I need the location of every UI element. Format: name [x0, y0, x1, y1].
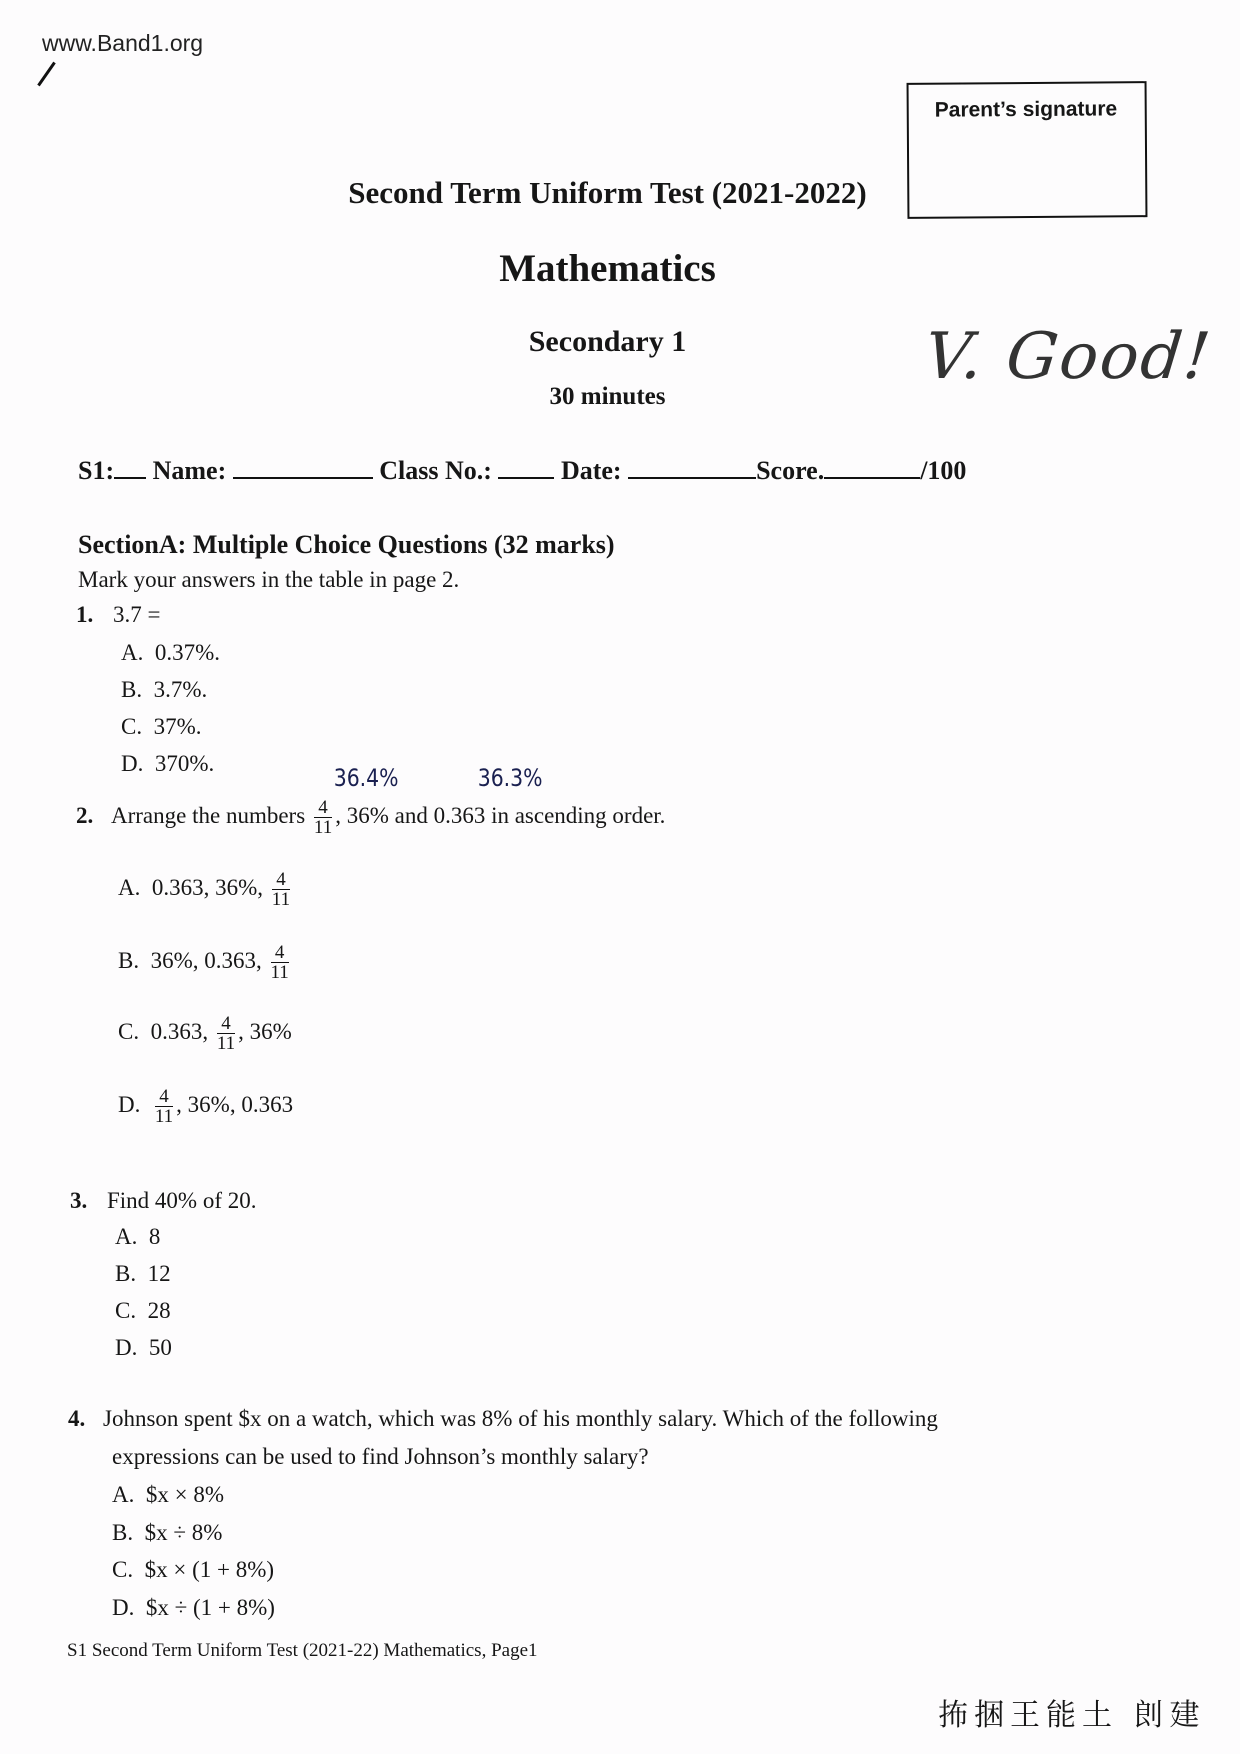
- option-a: [115, 1224, 160, 1250]
- score-blank: [824, 455, 920, 479]
- option-b: [115, 1261, 171, 1287]
- option-letter: B.: [115, 1261, 137, 1286]
- option-text: 8: [148, 1224, 161, 1249]
- level: Secondary 1: [528, 325, 687, 358]
- option-letter: B.: [118, 947, 140, 973]
- question-4-line2: expressions can be used to find Johnson’s monthly salary?: [112, 1444, 649, 1469]
- option-text: 0.363, 36%,: [151, 874, 264, 900]
- option-a: [112, 1482, 224, 1508]
- question-number: 1.: [76, 602, 94, 627]
- name-blank: [233, 455, 373, 479]
- option-text: , 36%, 0.363: [176, 1091, 294, 1117]
- handwritten-note: 36.3%: [477, 764, 543, 792]
- option-text: 50: [148, 1335, 172, 1360]
- question-1: [76, 602, 160, 628]
- question-number: 2.: [76, 802, 94, 828]
- handwritten-note: 36.4%: [333, 764, 399, 792]
- option-letter: D.: [115, 1335, 138, 1360]
- option-c: [118, 1014, 292, 1053]
- option-letter: B.: [121, 677, 143, 702]
- fraction: [271, 943, 289, 982]
- class-no-blank: [498, 455, 554, 479]
- option-a: [121, 640, 220, 666]
- option-letter: B.: [112, 1520, 134, 1545]
- class-no-label: Class No.:: [379, 456, 492, 485]
- option-d: [118, 1087, 293, 1126]
- option-text: 0.37%.: [154, 640, 221, 665]
- option-a: [118, 870, 293, 909]
- question-text: Arrange the numbers: [111, 802, 306, 828]
- tick-mark: [37, 62, 56, 87]
- option-letter: A.: [121, 640, 144, 665]
- option-letter: D.: [112, 1595, 135, 1620]
- option-text: $x ÷ 8%: [144, 1520, 223, 1545]
- option-letter: C.: [118, 1018, 140, 1044]
- fraction: [155, 1087, 173, 1126]
- option-text: 370%.: [154, 751, 215, 776]
- fraction-numerator: 4: [271, 943, 289, 963]
- option-text: 37%.: [153, 714, 202, 739]
- watermark: www.Band1.org: [42, 30, 204, 56]
- question-4: [68, 1406, 938, 1432]
- fraction-denominator: 11: [313, 817, 333, 838]
- option-b: [118, 943, 292, 982]
- fraction-denominator: 11: [270, 962, 289, 983]
- question-3: [70, 1188, 257, 1214]
- option-letter: C.: [121, 714, 143, 739]
- fraction-denominator: 11: [271, 889, 291, 910]
- fraction-numerator: 4: [272, 870, 290, 890]
- option-letter: C.: [115, 1298, 137, 1323]
- option-letter: A.: [115, 1224, 138, 1249]
- option-text: 36%, 0.363,: [150, 947, 262, 973]
- fraction-denominator: 11: [216, 1033, 236, 1054]
- option-letter: C.: [112, 1557, 134, 1582]
- option-letter: A.: [112, 1482, 135, 1507]
- option-d: [121, 751, 214, 777]
- option-b: [121, 677, 207, 703]
- class-blank: [114, 455, 146, 479]
- option-text: $x × (1 + 8%): [144, 1557, 275, 1582]
- question-text: Find 40% of 20.: [107, 1188, 257, 1213]
- fraction-numerator: 4: [155, 1087, 173, 1107]
- fraction: [314, 798, 332, 837]
- option-c: [112, 1557, 274, 1583]
- question-number: 4.: [68, 1406, 86, 1431]
- option-d: [115, 1335, 172, 1361]
- score-label: Score.: [756, 456, 825, 485]
- bottom-stamp: 抪捆王能土 剆建: [938, 1698, 1206, 1733]
- fraction-numerator: 4: [314, 798, 332, 818]
- name-label: Name:: [152, 456, 227, 485]
- option-text: 12: [147, 1261, 171, 1286]
- option-letter: D.: [118, 1091, 141, 1117]
- parent-signature-label: Parent’s signature: [934, 97, 1118, 122]
- section-a-title: SectionA: Multiple Choice Questions (32 marks): [78, 530, 615, 559]
- duration: 30 minutes: [549, 383, 666, 410]
- score-total: /100: [920, 456, 967, 485]
- option-text: , 36%: [238, 1018, 292, 1044]
- fraction: [217, 1014, 235, 1053]
- page-footer: S1 Second Term Uniform Test (2021-22) Mathematics, Page1: [67, 1640, 538, 1661]
- fraction: [272, 870, 290, 909]
- option-text: $x ÷ (1 + 8%): [145, 1595, 275, 1620]
- option-letter: D.: [121, 751, 144, 776]
- option-text: 28: [147, 1298, 171, 1323]
- class-label: S1:: [78, 456, 115, 485]
- option-letter: A.: [118, 874, 141, 900]
- option-c: [121, 714, 202, 740]
- question-number: 3.: [70, 1188, 88, 1213]
- option-text: 0.363,: [150, 1018, 209, 1044]
- date-blank: [628, 455, 756, 479]
- test-title: Second Term Uniform Test (2021-2022): [348, 175, 867, 210]
- date-label: Date:: [560, 456, 622, 485]
- fraction-numerator: 4: [217, 1014, 235, 1034]
- option-c: [115, 1298, 171, 1324]
- option-text: $x × 8%: [145, 1482, 225, 1507]
- option-text: 3.7%.: [153, 677, 208, 702]
- option-b: [112, 1520, 222, 1546]
- option-d: [112, 1595, 275, 1621]
- section-a-instruction: Mark your answers in the table in page 2.: [78, 567, 460, 592]
- subject-title: Mathematics: [499, 247, 716, 290]
- question-2: [76, 798, 665, 837]
- question-text: , 36% and 0.363 in ascending order.: [335, 802, 666, 828]
- teacher-comment: V. Good!: [921, 320, 1216, 394]
- question-text: 3.7 =: [113, 602, 161, 627]
- fraction-denominator: 11: [154, 1106, 174, 1127]
- student-info-line: [78, 455, 966, 486]
- question-text: Johnson spent $x on a watch, which was 8% of his monthly salary. Which of the following: [103, 1406, 938, 1431]
